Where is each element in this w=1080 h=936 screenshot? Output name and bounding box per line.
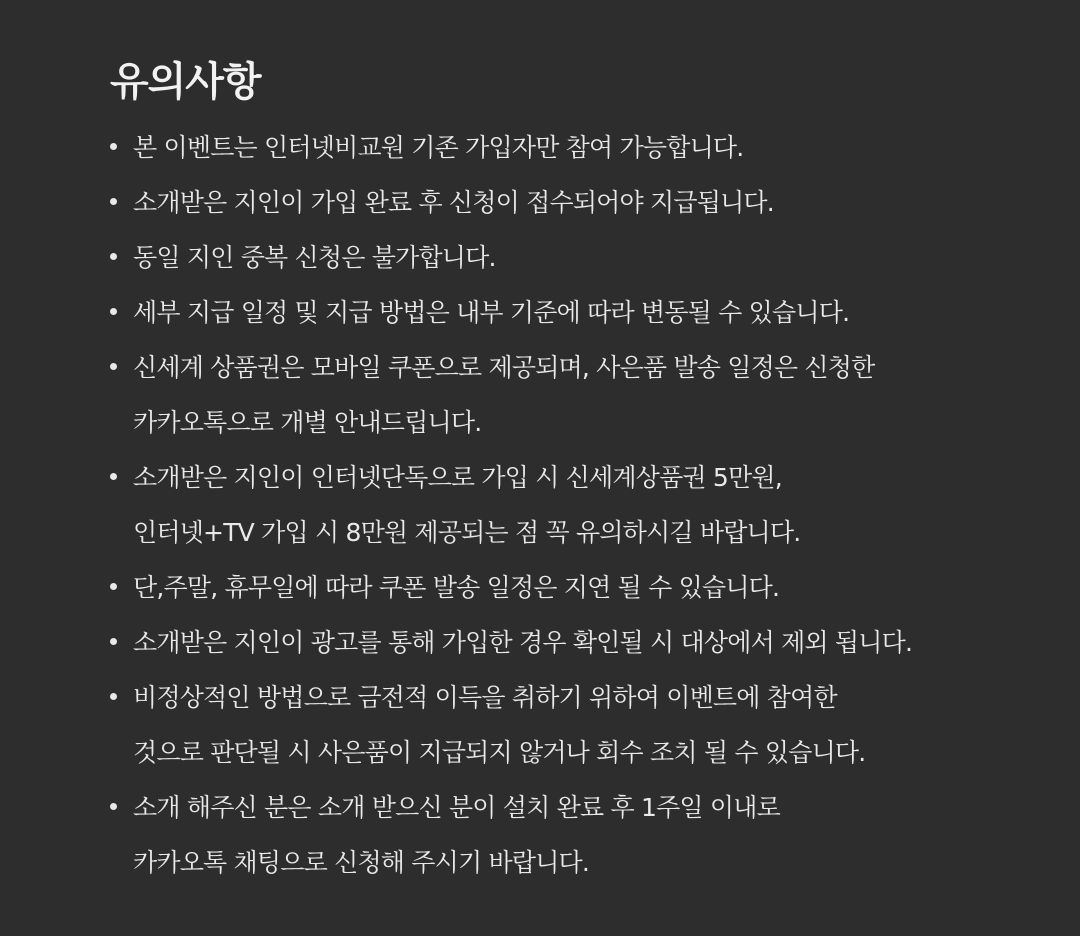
bullet-icon — [110, 803, 117, 810]
notice-item-text: 소개받은 지인이 인터넷단독으로 가입 시 신세계상품권 5만원, — [133, 463, 782, 492]
notice-title: 유의사항 — [110, 59, 261, 105]
notice-item — [110, 285, 1050, 340]
bullet-icon — [110, 638, 117, 645]
notice-section — [110, 52, 1050, 890]
bullet-icon — [110, 693, 117, 700]
notice-item-text: 소개 해주신 분은 소개 받으신 분이 설치 완료 후 1주일 이내로 — [133, 793, 780, 822]
bullet-icon — [110, 198, 117, 205]
notice-item-text: 동일 지인 중복 신청은 불가합니다. — [133, 243, 496, 272]
notice-item — [110, 175, 1050, 230]
bullet-icon — [110, 473, 117, 480]
notice-item-text: 세부 지급 일정 및 지급 방법은 내부 기준에 따라 변동될 수 있습니다. — [133, 298, 850, 327]
notice-item — [110, 615, 1050, 670]
notice-item — [110, 670, 1050, 780]
notice-item — [110, 560, 1050, 615]
notice-item — [110, 230, 1050, 285]
bullet-icon — [110, 583, 117, 590]
notice-item — [110, 120, 1050, 175]
bullet-icon — [110, 363, 117, 370]
notice-item-text: 단,주말, 휴무일에 따라 쿠폰 발송 일정은 지연 될 수 있습니다. — [133, 573, 780, 602]
notice-item-text: 본 이벤트는 인터넷비교원 기존 가입자만 참여 가능합니다. — [133, 133, 744, 162]
notice-item — [110, 450, 1050, 560]
notice-item-text: 카카오톡 채팅으로 신청해 주시기 바랍니다. — [133, 848, 590, 877]
bullet-icon — [110, 308, 117, 315]
bullet-icon — [110, 253, 117, 260]
notice-item — [110, 780, 1050, 890]
notice-item-text: 인터넷+TV 가입 시 8만원 제공되는 점 꼭 유의하시길 바랍니다. — [133, 518, 801, 547]
notice-list — [110, 120, 1050, 890]
notice-item-text: 신세계 상품권은 모바일 쿠폰으로 제공되며, 사은품 발송 일정은 신청한 — [133, 353, 875, 382]
notice-item — [110, 340, 1050, 450]
notice-item-text: 카카오톡으로 개별 안내드립니다. — [133, 408, 482, 437]
notice-item-text: 소개받은 지인이 가입 완료 후 신청이 접수되어야 지급됩니다. — [133, 188, 774, 217]
notice-item-text: 소개받은 지인이 광고를 통해 가입한 경우 확인될 시 대상에서 제외 됩니다. — [133, 628, 913, 657]
notice-item-text: 비정상적인 방법으로 금전적 이득을 취하기 위하여 이벤트에 참여한 — [133, 683, 837, 712]
bullet-icon — [110, 143, 117, 150]
notice-item-text: 것으로 판단될 시 사은품이 지급되지 않거나 회수 조치 될 수 있습니다. — [133, 738, 866, 767]
